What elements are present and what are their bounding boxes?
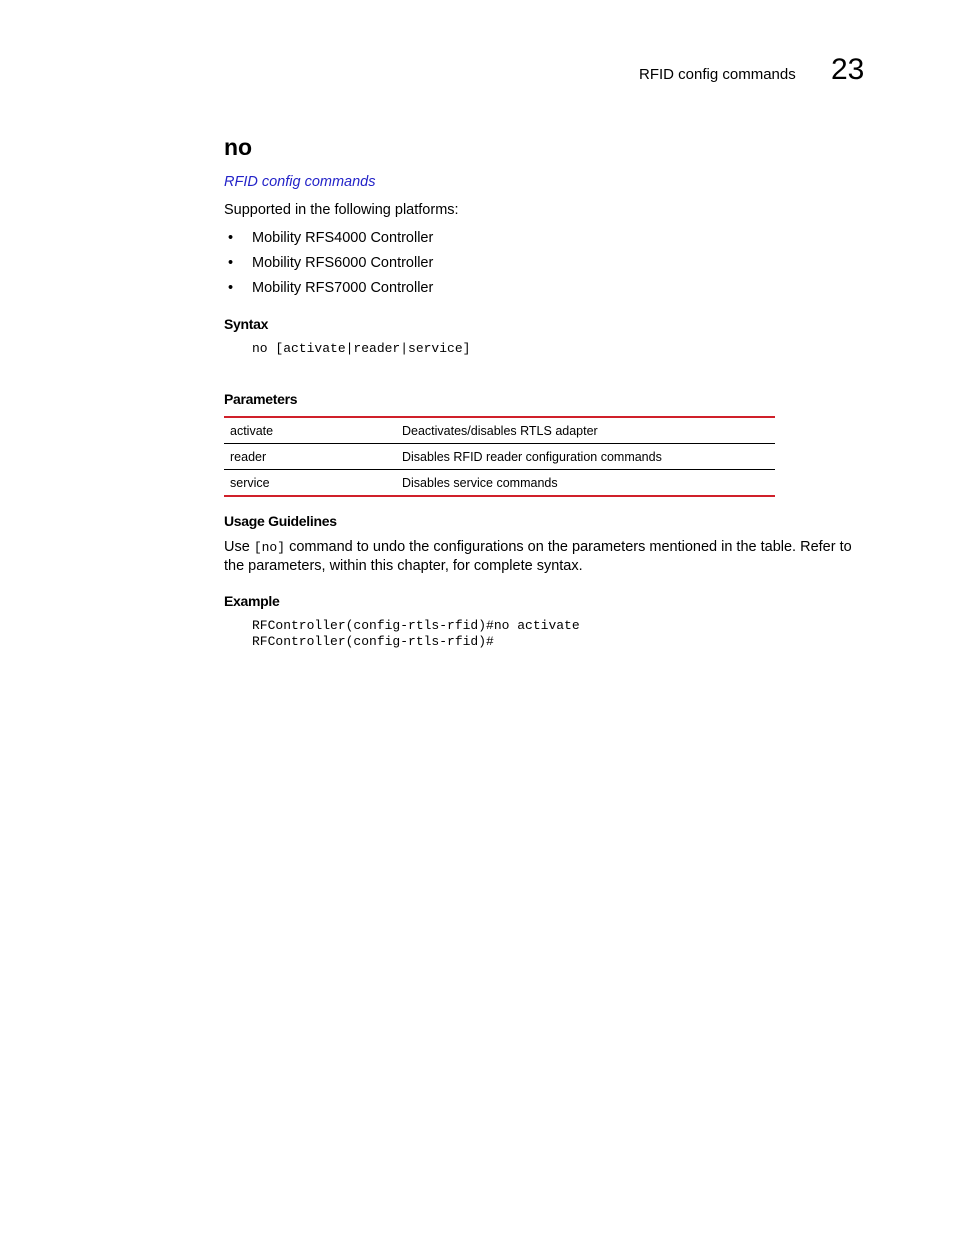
chapter-number: 23 [831,53,865,86]
example-line: RFController(config-rtls-rfid)#no activate [252,618,580,633]
syntax-command: no [activate|reader|service] [252,341,471,356]
page-title: no [224,134,253,160]
bullet-icon: • [228,255,234,271]
usage-inline-code: [no] [253,540,286,555]
example-heading: Example [224,593,280,609]
param-description: Disables RFID reader configuration commands [396,444,775,470]
breadcrumb-link[interactable]: RFID config commands [224,174,376,190]
usage-prefix: Use [224,539,254,555]
table-row [224,417,775,444]
param-name: reader [224,444,396,470]
platform-item: Mobility RFS6000 Controller [252,255,434,271]
parameters-table [224,416,775,497]
usage-suffix: command to undo the configurations on the parameters mentioned in the table. Refer to the parameters, within this chapter, for complete syntax. [224,539,852,574]
parameters-heading: Parameters [224,391,298,407]
usage-heading: Usage Guidelines [224,513,337,529]
param-name: activate [224,417,396,444]
table-row [224,470,775,497]
bullet-icon: • [228,280,234,296]
example-line: RFController(config-rtls-rfid)# [252,634,494,649]
table-row [224,444,775,470]
running-header-section: RFID config commands [639,66,796,83]
platform-item: Mobility RFS7000 Controller [252,280,434,296]
platform-item: Mobility RFS4000 Controller [252,230,434,246]
param-description: Deactivates/disables RTLS adapter [396,417,775,444]
param-name: service [224,470,396,497]
platforms-intro: Supported in the following platforms: [224,202,459,218]
syntax-heading: Syntax [224,316,269,332]
bullet-icon: • [228,230,234,246]
usage-paragraph [224,538,874,576]
param-description: Disables service commands [396,470,775,497]
